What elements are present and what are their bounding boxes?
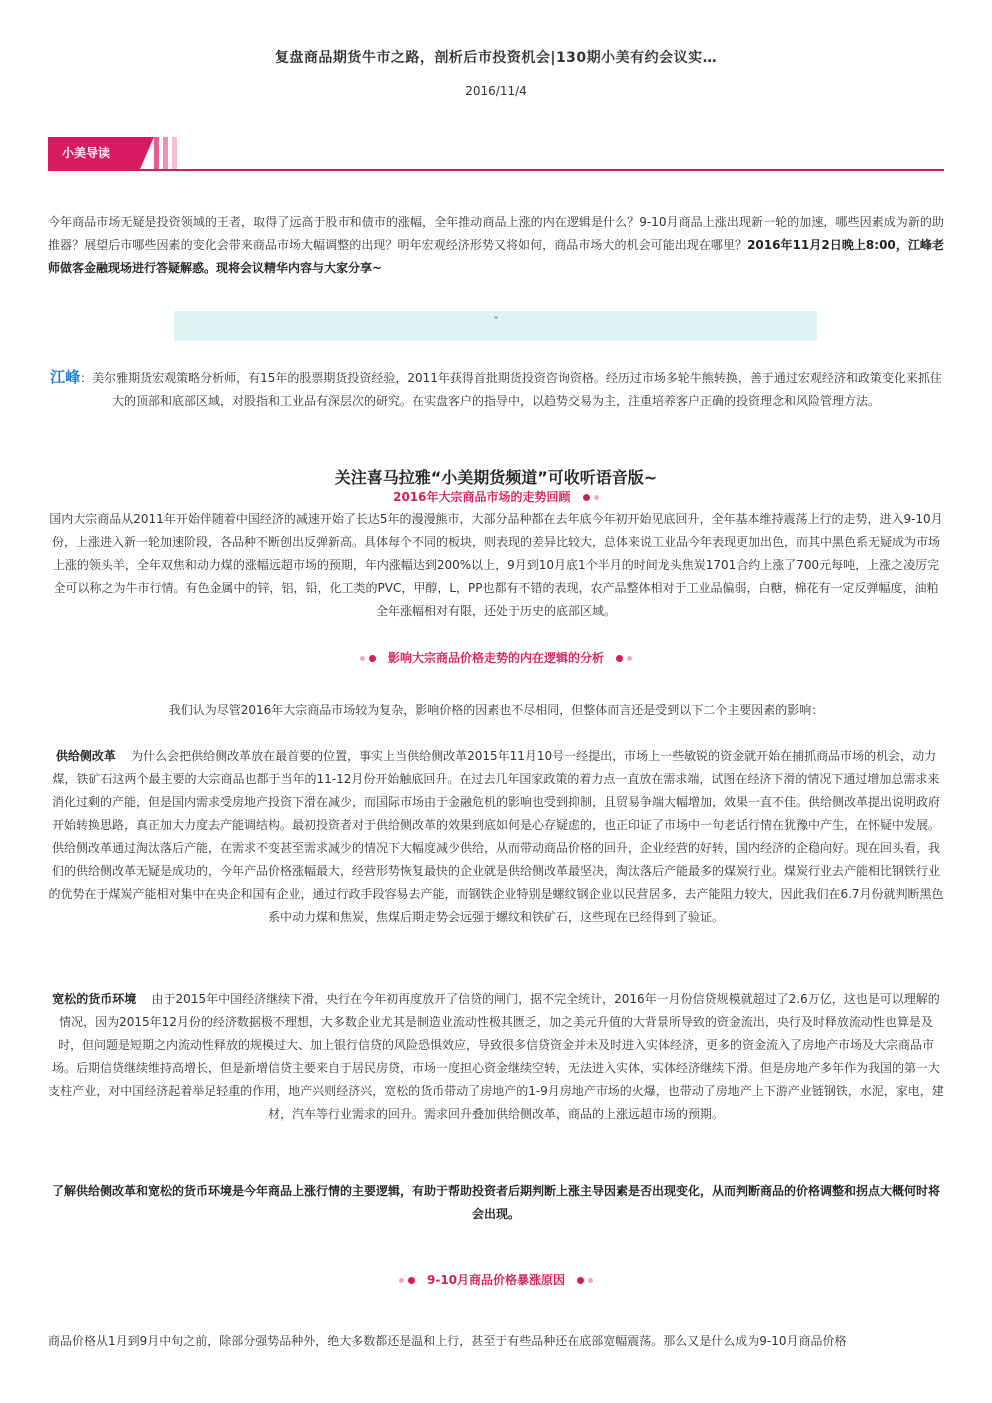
- supply-side-paragraph: [48, 745, 944, 929]
- banner-stripe-decoration: [163, 137, 168, 169]
- banner-arrow-decoration: [140, 137, 154, 169]
- banner-underline: [48, 169, 944, 171]
- section-heading-review: [0, 488, 992, 505]
- logic-lead-paragraph: 我们认为尽管2016年大宗商品市场较为复杂，影响价格的因素也不尽相同，但整体而言还是受到以下二个主要因素的影响：: [168, 703, 824, 717]
- follow-notice: 关注喜马拉雅“小美期货频道”可收听语音版~: [334, 468, 658, 487]
- banner-stripe-decoration: [154, 137, 159, 169]
- intro-bold-text: 2016年11月2日晚上8:00，江峰老师做客金融现场进行答疑解惑。现将会议精华内容与大家分享~: [48, 238, 944, 275]
- bullet-dot-icon: [408, 1277, 415, 1284]
- banner-stripe-decoration: [172, 137, 177, 169]
- bullet-dot-icon: [588, 1278, 593, 1283]
- speaker-bio-text: 美尔雅期货宏观策略分析师，有15年的股票期货投资经验，2011年获得首批期货投资咨询资格。经历过市场多轮牛熊转换，善于通过宏观经济和政策变化来抓住大的顶部和底部区域，对股指和工业品有深层次的研究。在实盘客户的指导中，以趋势交易为主，注重培养客户正确的投资理念和风险管理方法。: [92, 371, 942, 408]
- bullet-dot-icon: [369, 655, 376, 662]
- speaker-separator: ：: [80, 371, 93, 385]
- intro-text: 今年商品市场无疑是投资领域的王者，取得了远高于股市和债市的涨幅，全年推动商品上涨的内在逻辑是什么？9-10月商品上涨出现新一轮的加速，哪些因素成为新的助推器？展望后市哪些因素的变化会带来商品市场大幅调整的出现？明年宏观经济形势又将如何，商品市场大的机会可能出现在哪里？: [48, 215, 944, 252]
- section-heading-text: 影响大宗商品价格走势的内在逻辑的分析: [387, 651, 604, 665]
- speaker-bio: [48, 366, 944, 413]
- bullet-dot-icon: [399, 1278, 404, 1283]
- bullet-dot-icon: [594, 495, 599, 500]
- paragraph-text: 由于2015年中国经济继续下滑，央行在今年初再度放开了信贷的闸门，据不完全统计，2016年一月份信贷规模就超过了2.6万亿，这也是可以理解的情况，因为2015年12月份的经济数据极不理想，大多数企业尤其是制造业流动性极其匮乏，加之美元升值的大背景所导致的资金流出，央行及时释放流动性也算是及时，但问题是短期之内流动性释放的规模过大、加上银行信贷的风险恐惧效应，导致很多信贷资金并未及时进入实体经济，更多的资金流入了房地产市场及大宗商品市场。后期信贷继续维持高增长，但是新增信贷主要来自于居民房贷，市场一度担心资金继续空转，无法进入实体，实体经济继续下滑。但是房地产多年作为我国的第一大支柱产业，对中国经济起着举足轻重的作用，地产兴则经济兴，宽松的货币带动了房地产的1-9月房地产市场的火爆，也带动了房地产上下游产业链钢铁，水泥，家电，建材，汽车等行业需求的回升。需求回升叠加供给侧改革，商品的上涨远超市场的预期。: [48, 992, 944, 1121]
- bullet-dot-icon: [360, 656, 365, 661]
- bullet-dot-icon: [577, 1277, 584, 1284]
- article-title: 复盘商品期货牛市之路，剖析后市投资机会|130期小美有约会议实…: [274, 50, 718, 66]
- section-heading-text: 2016年大宗商品市场的走势回顾: [393, 490, 571, 504]
- section-heading-surge: [0, 1271, 992, 1288]
- paragraph-title: 供给侧改革: [55, 749, 116, 763]
- logic-summary: 了解供给侧改革和宽松的货币环境是今年商品上涨行情的主要逻辑，有助于帮助投资者后期判断上涨主导因素是否出现变化，从而判断商品的价格调整和拐点大概何时将会出现。: [51, 1184, 940, 1221]
- market-review-paragraph: 国内大宗商品从2011年开始伴随着中国经济的减速开始了长达5年的漫漫熊市，大部分品种都在去年底今年初开始见底回升，全年基本维持震荡上行的走势，进入9-10月份，上涨进入新一轮加速阶段，各品种不断创出反弹新高。具体每个不同的板块，则表现的差异比较大，总体来说工业品今年表现更加出色，而其中黑色系无疑成为市场上涨的领头羊，全年双焦和动力煤的涨幅远超市场的预期，年内涨幅达到200%以上，9月到10月底1个半月的时间龙头焦炭1701合约上涨了700元每吨，上涨之凌厉完全可以称之为牛市行情。有色金属中的锌，铝，铅，化工类的PVC，甲醇，L，PP也都有不错的表现，农产品整体相对于工业品偏弱，白糖，棉花有一定反弹幅度，油粕全年涨幅相对有限，还处于历史的底部区域。: [49, 512, 943, 618]
- speaker-name: 江峰: [50, 368, 81, 386]
- monetary-paragraph: [48, 988, 944, 1126]
- section-banner: 小美导读: [48, 137, 140, 169]
- section-heading-text: 9-10月商品价格暴涨原因: [426, 1273, 566, 1287]
- paragraph-title: 宽松的货币环境: [52, 992, 137, 1006]
- bullet-dot-icon: [583, 494, 590, 501]
- surge-paragraph: 商品价格从1月到9月中旬之前，除部分强势品种外，绝大多数都还是温和上行，甚至于有些品种还在底部宽幅震荡。那么又是什么成为9-10月商品价格: [48, 1334, 847, 1348]
- section-heading-logic: [0, 649, 992, 666]
- intro-paragraph: [48, 211, 944, 280]
- bullet-dot-icon: [616, 655, 623, 662]
- paragraph-text: 为什么会把供给侧改革放在最首要的位置，事实上当供给侧改革2015年11月10号一经提出，市场上一些敏锐的资金就开始在捕抓商品市场的机会，动力煤，铁矿石这两个最主要的大宗商品也都于当年的11-12月份开始触底回升。在过去几年国家政策的着力点一直放在需求端，试图在经济下滑的情况下通过增加总需求来消化过剩的产能，但是国内需求受房地产投资下滑在减少，而国际市场由于金融危机的影响也受到抑制，且贸易争端大幅增加，效果一直不佳。供给侧改革提出说明政府开始转换思路，真正加大力度去产能调结构。最初投资者对于供给侧改革的效果到底如何是心存疑虑的，也正印证了市场中一句老话行情在犹豫中产生，在怀疑中发展。供给侧改革通过淘汰落后产能，在需求不变甚至需求减少的情况下大幅度减少供给，从而带动商品价格的回升，企业经营的好转，国内经济的企稳向好。现在回头看，我们的供给侧改革无疑是成功的，今年产品价格涨幅最大，经营形势恢复最快的企业就是供给侧改革最坚决，淘汰落后产能最多的煤炭行业。煤炭行业去产能相比钢铁行业的优势在于煤炭产能相对集中在央企和国有企业，通过行政手段容易去产能，而钢铁企业特别是螺纹钢企业以民营居多，去产能阻力较大，因此我们在6.7月份就判断黑色系中动力煤和焦炭，焦煤后期走势会远强于螺纹和铁矿石，这些现在已经得到了验证。: [48, 749, 944, 924]
- bullet-dot-icon: [627, 656, 632, 661]
- publish-date: 2016/11/4: [465, 84, 527, 98]
- placeholder-dot-icon: ▪: [494, 314, 499, 321]
